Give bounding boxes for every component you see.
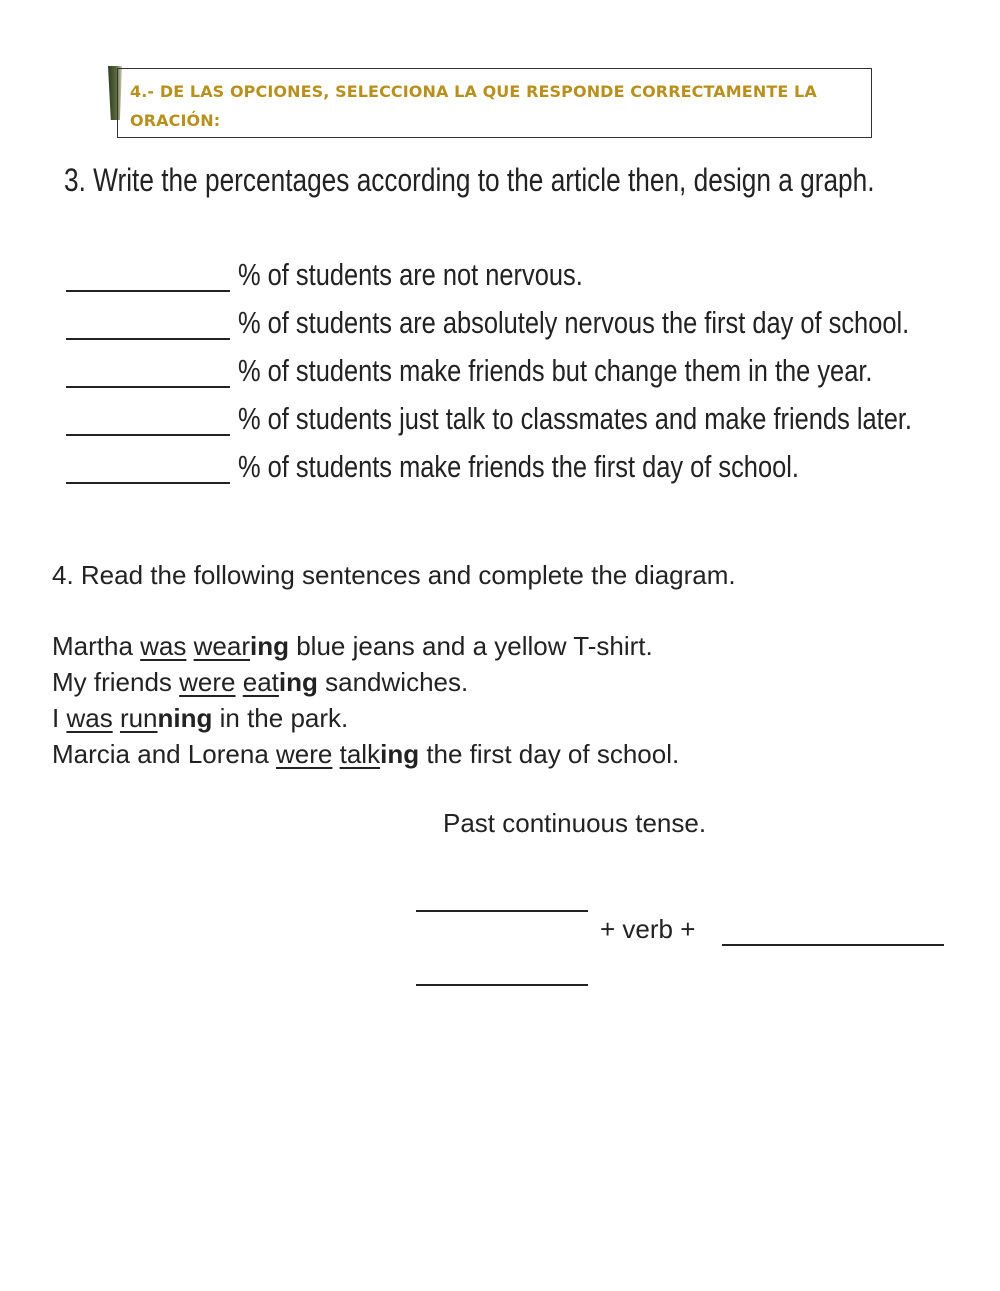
answer-blank[interactable] [66, 482, 230, 484]
verb-root: eat [242, 667, 279, 697]
exercise-3-title: 3. Write the percentages according to the article then, design a graph. [64, 162, 875, 198]
example-sentence [52, 664, 679, 700]
answer-blank[interactable] [66, 290, 230, 292]
sentence-space [236, 667, 243, 697]
verb-root: talk [339, 739, 381, 769]
ing-suffix: ning [157, 703, 213, 733]
sentence-rest: sandwiches. [317, 667, 469, 697]
sentence-space [186, 631, 193, 661]
sentence-rest: blue jeans and a yellow T-shirt. [289, 631, 653, 661]
percentage-item-text: % of students are absolutely nervous the first day of school. [238, 305, 910, 340]
example-sentence [52, 628, 679, 664]
exercise-4-title: 4. Read the following sentences and complete the diagram. [52, 560, 736, 590]
diagram-blank-ending[interactable] [722, 944, 944, 946]
ing-suffix: ing [250, 631, 289, 661]
verb-root: wear [193, 631, 250, 661]
verb-root: run [119, 703, 158, 733]
percentage-item-text: % of students make friends but change them in the year. [238, 353, 873, 388]
sentence-subject: I [52, 703, 67, 733]
example-sentence [52, 736, 679, 772]
example-sentences [52, 628, 679, 772]
sentence-space [113, 703, 120, 733]
ing-suffix: ing [380, 739, 420, 769]
percentage-item-text: % of students just talk to classmates and make friends later. [238, 401, 912, 436]
answer-blank[interactable] [66, 386, 230, 388]
answer-blank[interactable] [66, 338, 230, 340]
percentage-item-text: % of students make friends the first day of school. [238, 449, 799, 484]
sentence-subject: My friends [52, 667, 180, 697]
diagram-title: Past continuous tense. [443, 808, 707, 838]
percentage-item-text: % of students are not nervous. [238, 257, 583, 292]
example-sentence [52, 700, 679, 736]
sentence-space [332, 739, 339, 769]
auxiliary-verb: was [66, 703, 113, 733]
instruction-box [117, 68, 872, 138]
diagram-blank-auxiliary-1[interactable] [416, 910, 588, 912]
ing-suffix: ing [278, 667, 318, 697]
auxiliary-verb: were [179, 667, 236, 697]
sentence-rest: the first day of school. [419, 739, 680, 769]
sentence-subject: Marcia and Lorena [52, 739, 277, 769]
sentence-rest: in the park. [212, 703, 349, 733]
instruction-text: 4.- DE LAS OPCIONES, SELECCIONA LA QUE RESPONDE CORRECTAMENTE LA ORACIÓN: [130, 82, 817, 130]
auxiliary-verb: was [140, 631, 187, 661]
diagram-formula: + verb + [600, 914, 696, 944]
sentence-subject: Martha [52, 631, 141, 661]
answer-blank[interactable] [66, 434, 230, 436]
auxiliary-verb: were [276, 739, 333, 769]
diagram-blank-auxiliary-2[interactable] [416, 984, 588, 986]
